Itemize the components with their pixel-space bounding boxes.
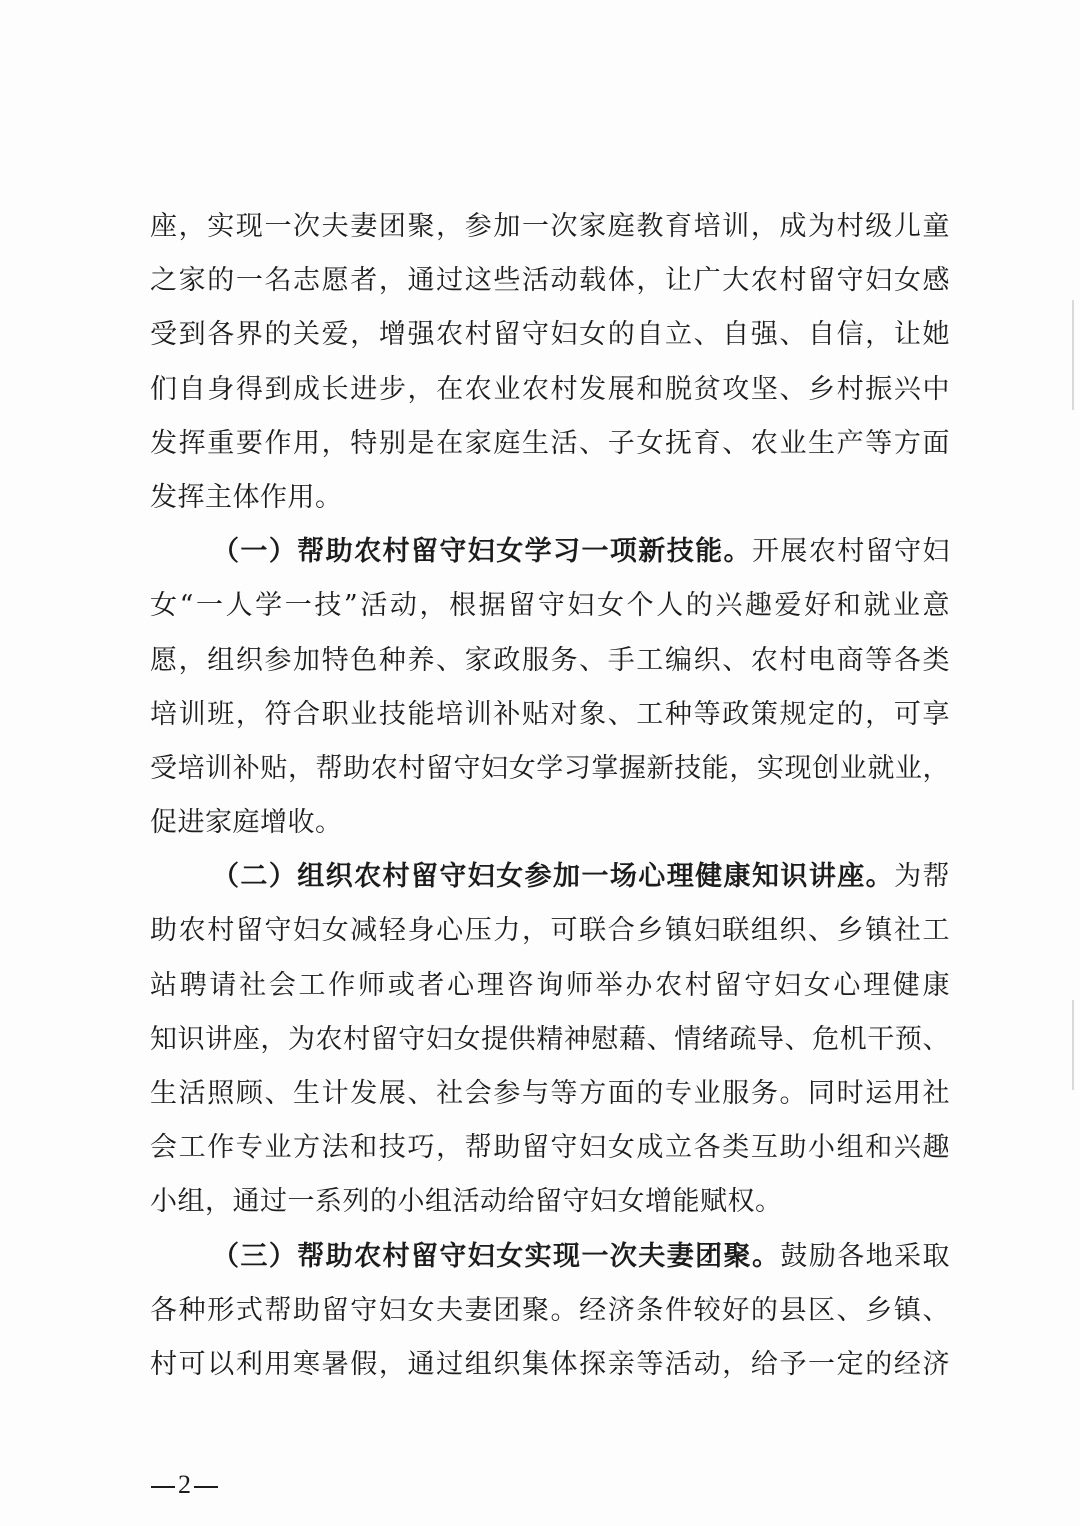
text-line: 会工作专业方法和技巧，帮助留守妇女成立各类互助小组和兴趣 [150,1132,950,1164]
page-number-value: 2 [178,1470,191,1499]
section-1-heading: （一）帮助农村留守妇女学习一项新技能。 [212,536,752,568]
section-3-text: 鼓励各地采取 [780,1240,951,1272]
section-1-text: 开展农村留守妇 [751,536,951,568]
text-line: 培训班，符合职业技能培训补贴对象、工种等政策规定的，可享 [150,698,950,730]
text-line: 助农村留守妇女减轻身心压力，可联合乡镇妇联组织、乡镇社工 [150,915,950,947]
text-line: 知识讲座，为农村留守妇女提供精神慰藉、情绪疏导、危机干预、 [150,1023,950,1055]
section-2-first-line [150,850,950,904]
section-3-heading: （三）帮助农村留守妇女实现一次夫妻团聚。 [212,1240,781,1272]
text-line: 们自身得到成长进步，在农业农村发展和脱贫攻坚、乡村振兴中 [150,373,950,405]
text-line: 愿，组织参加特色种养、家政服务、手工编织、农村电商等各类 [150,644,950,676]
text-line: 生活照顾、生计发展、社会参与等方面的专业服务。同时运用社 [150,1078,950,1109]
text-line: 受到各界的关爱，增强农村留守妇女的自立、自强、自信，让她 [150,319,950,351]
section-1-first-line [150,525,950,579]
text-line: 受培训补贴，帮助农村留守妇女学习掌握新技能，实现创业就业， [150,752,950,784]
page-number [148,1470,221,1500]
text-line: 女“一人学一技”活动，根据留守妇女个人的兴趣爱好和就业意 [150,590,950,622]
scan-edge-mark [1072,300,1074,410]
text-line: 小组，通过一系列的小组活动给留守妇女增能赋权。 [150,1186,783,1218]
text-line: 村可以利用寒暑假，通过组织集体探亲等活动，给予一定的经济 [150,1348,950,1380]
section-2-heading: （二）组织农村留守妇女参加一场心理健康知识讲座。 [212,861,895,893]
text-line: 发挥主体作用。 [150,481,343,513]
page-number-dash-right [194,1486,218,1488]
section-2-text: 为帮 [894,861,951,893]
page-number-dash-left [151,1486,175,1488]
scan-edge-mark [1072,1000,1074,1090]
document-body [150,200,950,1392]
text-line: 站聘请社会工作师或者心理咨询师举办农村留守妇女心理健康 [150,969,950,1001]
text-line: 座，实现一次夫妻团聚，参加一次家庭教育培训，成为村级儿童 [150,211,950,242]
text-line: 发挥重要作用，特别是在家庭生活、子女抚育、农业生产等方面 [150,427,950,459]
text-line: 各种形式帮助留守妇女夫妻团聚。经济条件较好的县区、乡镇、 [150,1294,950,1326]
text-line: 促进家庭增收。 [150,807,343,839]
section-3-first-line [150,1230,950,1284]
text-line: 之家的一名志愿者，通过这些活动载体，让广大农村留守妇女感 [150,265,950,297]
